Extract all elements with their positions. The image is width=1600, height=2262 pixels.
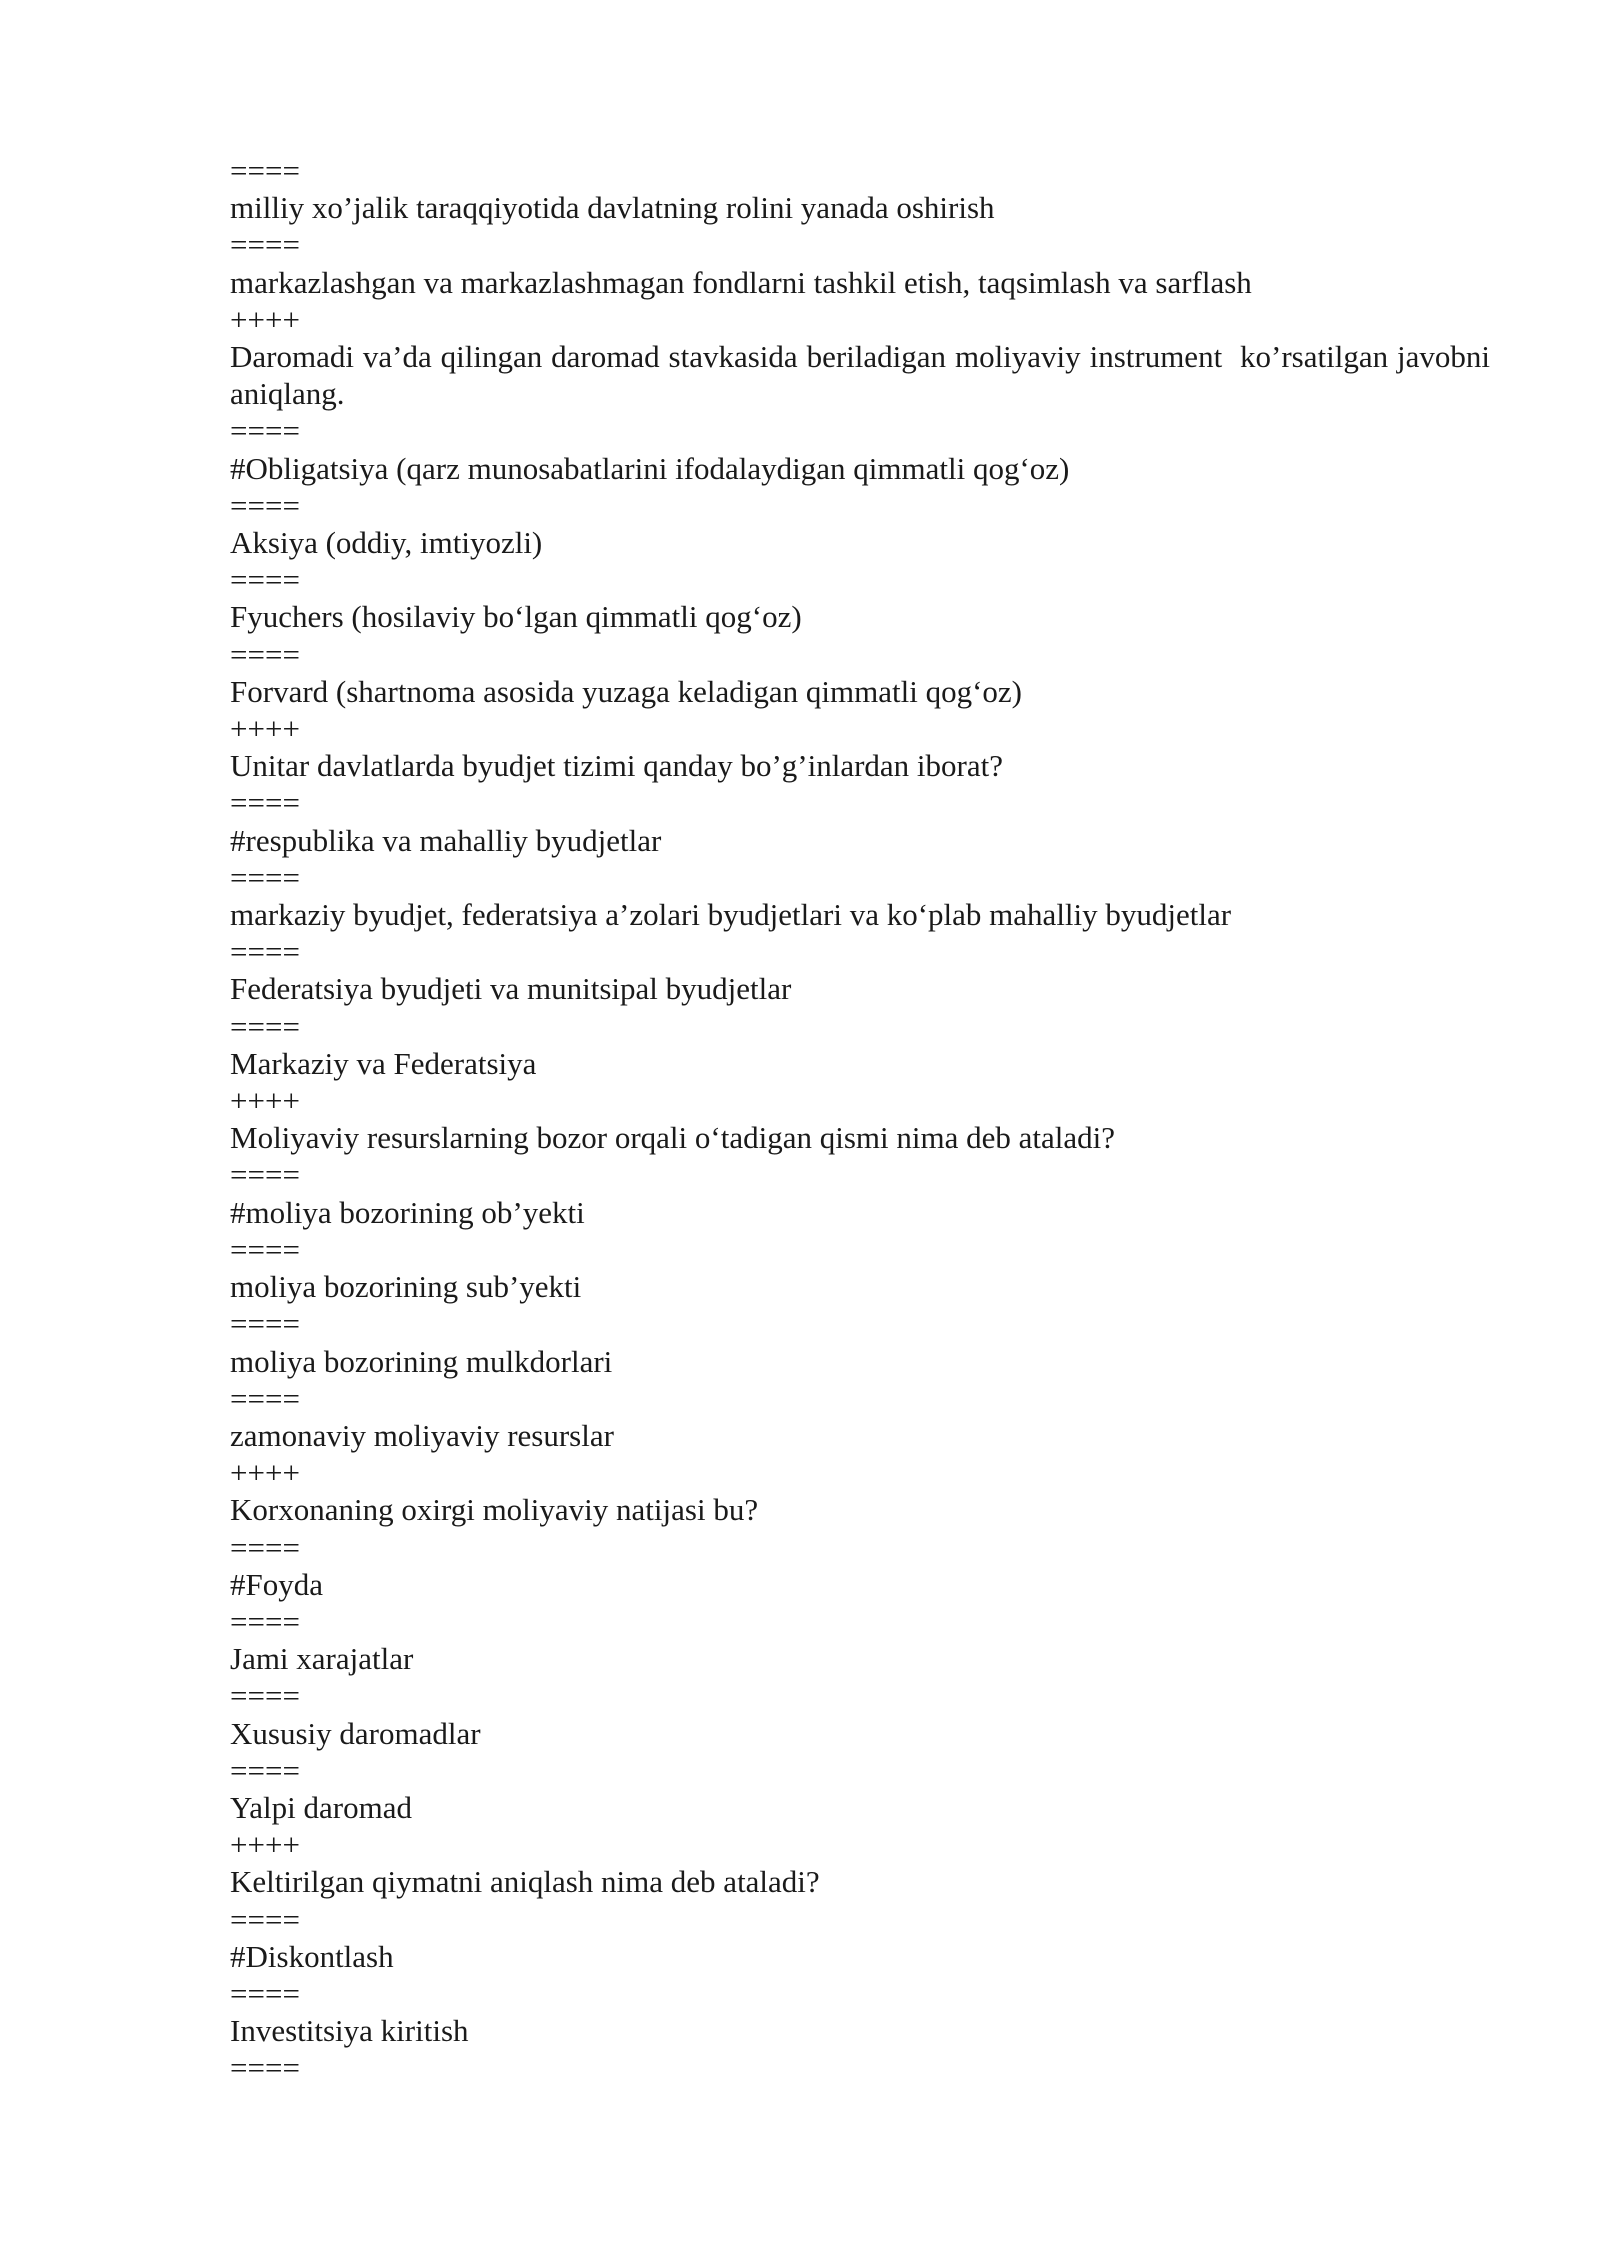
separator-line: ++++: [230, 1083, 300, 1119]
separator-line: ====: [230, 636, 300, 672]
answer-option: moliya bozorining mulkdorlari: [230, 1343, 613, 1379]
answer-option: Markaziy va Federatsiya: [230, 1045, 537, 1081]
answer-option: zamonaviy moliyaviy resurslar: [230, 1417, 614, 1453]
answer-option: Yalpi daromad: [230, 1789, 412, 1825]
answer-option: Aksiya (oddiy, imtiyozli): [230, 525, 543, 561]
separator-line: ====: [230, 227, 300, 263]
question-text: Korxonaning oxirgi moliyaviy natijasi bu?: [230, 1492, 759, 1528]
separator-line: ++++: [230, 301, 300, 337]
document-page: [230, 152, 1498, 2087]
separator-line: ====: [230, 1231, 300, 1267]
separator-line: ++++: [230, 1827, 300, 1863]
answer-option: milliy xo’jalik taraqqiyotida davlatning rolini yanada oshirish: [230, 190, 995, 226]
question-text: Moliyaviy resurslarning bozor orqali o‘tadigan qismi nima deb ataladi?: [230, 1120, 1115, 1156]
separator-line: ====: [230, 487, 300, 523]
answer-option: Forvard (shartnoma asosida yuzaga keladigan qimmatli qog‘oz): [230, 673, 1022, 709]
separator-line: ====: [230, 1529, 300, 1565]
answer-option: #moliya bozorining ob’yekti: [230, 1194, 585, 1230]
answer-option: Investitsiya kiritish: [230, 2013, 469, 2049]
answer-option: #Diskontlash: [230, 1938, 394, 1974]
separator-line: ====: [230, 1752, 300, 1788]
answer-option: markazlashgan va markazlashmagan fondlarni tashkil etish, taqsimlash va sarflash: [230, 264, 1252, 300]
separator-line: ====: [230, 859, 300, 895]
answer-option: Xususiy daromadlar: [230, 1715, 481, 1751]
separator-line: ====: [230, 1008, 300, 1044]
answer-option: Jami xarajatlar: [230, 1641, 414, 1677]
question-text: Keltirilgan qiymatni aniqlash nima deb ataladi?: [230, 1864, 820, 1900]
question-text: Daromadi va’da qilingan daromad stavkasida beriladigan moliyaviy instrument ko’rsatilgan javobni aniqlang.: [230, 339, 1498, 412]
separator-line: ====: [230, 153, 300, 188]
separator-line: ====: [230, 1603, 300, 1639]
answer-option: #Obligatsiya (qarz munosabatlarini ifodalaydigan qimmatli qog‘oz): [230, 450, 1070, 486]
answer-option: moliya bozorining sub’yekti: [230, 1269, 582, 1305]
answer-option: Federatsiya byudjeti va munitsipal byudjetlar: [230, 971, 792, 1007]
separator-line: ====: [230, 1380, 300, 1416]
separator-line: ====: [230, 1306, 300, 1342]
answer-option: #respublika va mahalliy byudjetlar: [230, 822, 662, 858]
answer-option: #Foyda: [230, 1566, 323, 1602]
separator-line: ====: [230, 1975, 300, 2011]
separator-line: ++++: [230, 1455, 300, 1491]
separator-line: ====: [230, 562, 300, 598]
answer-option: Fyuchers (hosilaviy bo‘lgan qimmatli qog‘oz): [230, 599, 802, 635]
separator-line: ====: [230, 1157, 300, 1193]
separator-line: ====: [230, 413, 300, 449]
separator-line: ++++: [230, 711, 300, 747]
separator-line: ====: [230, 2050, 300, 2086]
separator-line: ====: [230, 934, 300, 970]
question-text: Unitar davlatlarda byudjet tizimi qanday bo’g’inlardan iborat?: [230, 748, 1004, 784]
separator-line: ====: [230, 785, 300, 821]
answer-option: markaziy byudjet, federatsiya a’zolari byudjetlari va ko‘plab mahalliy byudjetlar: [230, 897, 1232, 933]
separator-line: ====: [230, 1901, 300, 1937]
separator-line: ====: [230, 1678, 300, 1714]
